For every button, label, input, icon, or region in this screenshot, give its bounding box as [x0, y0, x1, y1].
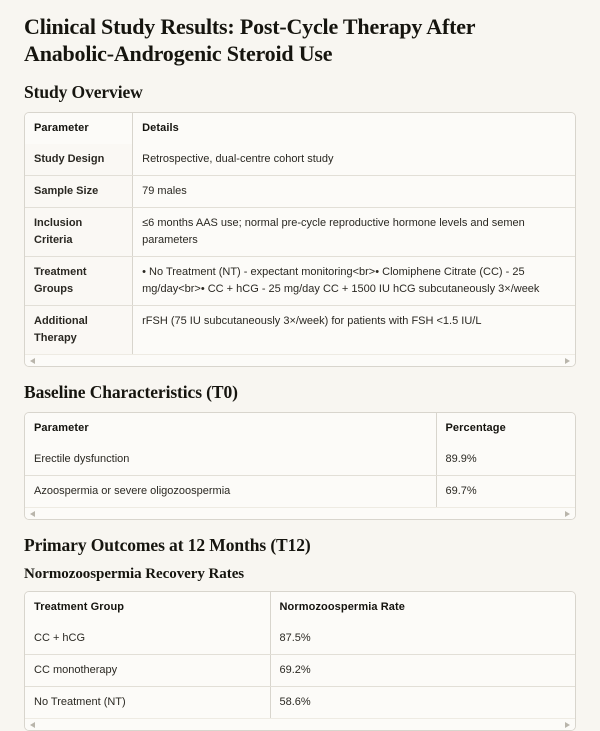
table-row [25, 175, 575, 207]
scroll-right-arrow-icon[interactable] [565, 358, 570, 364]
table-row [25, 655, 576, 687]
normozoospermia-recovery-table [25, 592, 576, 718]
study-overview-table [25, 113, 575, 354]
row-label: No Treatment (NT) [25, 687, 270, 719]
table-row [25, 476, 576, 508]
section-baseline-characteristics [24, 382, 576, 520]
column-header-percentage: Percentage [436, 413, 576, 444]
row-value: 87.5% [270, 623, 576, 655]
row-label: Treatment Groups [25, 256, 133, 305]
row-value: 69.7% [445, 485, 477, 498]
scroll-left-arrow-icon[interactable] [30, 511, 35, 517]
row-label: Azoospermia or severe oligozoospermia [25, 476, 436, 508]
section-study-overview [24, 82, 576, 367]
scroll-left-arrow-icon[interactable] [30, 722, 35, 728]
column-header-treatment-group: Treatment Group [25, 592, 270, 623]
row-value: 58.6% [279, 696, 311, 709]
scroll-right-arrow-icon[interactable] [565, 511, 570, 517]
baseline-characteristics-table [25, 413, 576, 507]
table-header-row [25, 113, 575, 144]
study-overview-table-container [24, 112, 576, 367]
horizontal-scrollbar[interactable] [25, 718, 575, 730]
baseline-table-container [24, 412, 576, 520]
section-heading-study-overview: Study Overview [24, 81, 143, 102]
row-label: Additional Therapy [25, 305, 133, 354]
row-value: 89.9% [436, 444, 576, 476]
table-row [25, 305, 575, 354]
table-row [25, 144, 575, 176]
row-label: CC + hCG [25, 623, 270, 655]
row-label: Study Design [25, 144, 133, 176]
table-row [25, 623, 576, 655]
column-header-normozoospermia-rate: Normozoospermia Rate [270, 592, 576, 623]
subsection-heading-normozoospermia: Normozoospermia Recovery Rates [24, 566, 245, 583]
page-title: Clinical Study Results: Post-Cycle Therapy After Anabolic-Androgenic Steroid Use [24, 14, 475, 66]
row-label: CC monotherapy [25, 655, 270, 687]
column-header-details: Details [133, 113, 575, 144]
horizontal-scrollbar[interactable] [25, 354, 575, 366]
table-row [25, 207, 575, 256]
table-row [25, 687, 576, 719]
column-header-parameter: Parameter [25, 413, 436, 444]
scroll-right-arrow-icon[interactable] [565, 722, 570, 728]
normozoospermia-table-container [24, 591, 576, 731]
row-label: Inclusion Criteria [25, 207, 133, 256]
scroll-left-arrow-icon[interactable] [30, 358, 35, 364]
row-value: • No Treatment (NT) - expectant monitoring<br>• Clomiphene Citrate (CC) - 25 mg/day<br>• CC + hCG - 25 mg/day CC + 1500 IU hCG subcutaneously 3×/week [133, 256, 575, 305]
table-header-row [25, 413, 576, 444]
table-row [25, 444, 576, 476]
row-value: rFSH (75 IU subcutaneously 3×/week) for patients with FSH <1.5 IU/L [142, 314, 482, 327]
row-value: ≤6 months AAS use; normal pre-cycle reproductive hormone levels and semen parameters [133, 207, 575, 256]
horizontal-scrollbar[interactable] [25, 507, 575, 519]
column-header-parameter: Parameter [25, 113, 133, 144]
row-value: 79 males [133, 175, 575, 207]
section-heading-primary-outcomes: Primary Outcomes at 12 Months (T12) [24, 535, 311, 556]
table-header-row [25, 592, 576, 623]
row-label: Erectile dysfunction [25, 444, 436, 476]
section-primary-outcomes [24, 535, 576, 731]
row-label: Sample Size [25, 175, 133, 207]
row-value: 69.2% [270, 655, 576, 687]
section-heading-baseline: Baseline Characteristics (T0) [24, 382, 238, 403]
table-row [25, 256, 575, 305]
row-value: Retrospective, dual-centre cohort study [133, 144, 575, 176]
